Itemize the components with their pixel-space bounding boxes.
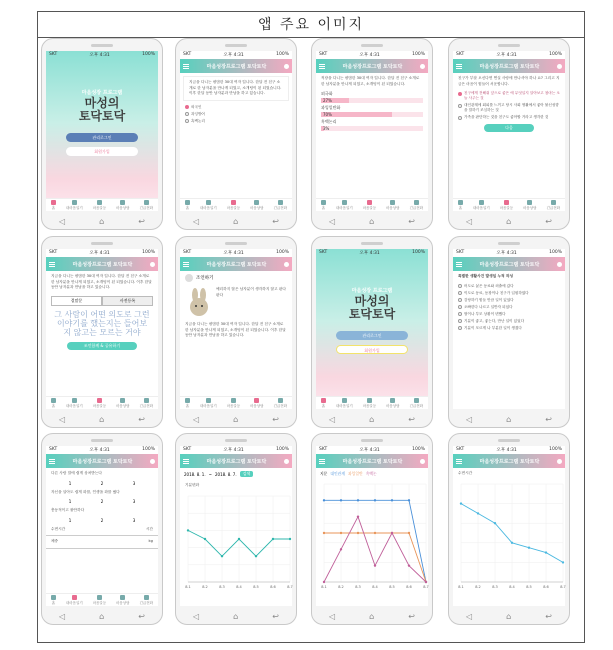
- status-bar: SKT 오후 4:31 100%: [49, 52, 155, 58]
- menu-icon[interactable]: [183, 459, 189, 464]
- menu-icon[interactable]: [183, 262, 189, 267]
- choice-question: 친구가 부잘 오신다면 연실 사랑에 만나셔야 하나 요? 그리고 지금은 마음이 힘들어 서운합니다.: [458, 76, 560, 86]
- phone-tabs: SKT 오후 4:31 100% 마음성장프로그램 토닥토닥 지금을 다니는 평범한 30대 여자 입니다. 한달 전 친구 소개로 한 남자분을 만나게 되었고, 소개팅이 된 되었습니다. 이후 한달 동안 남자분과 만남을 하고 있습니다. 결말문 사전등록 그 사람이 어떤 의도로 그런 이야기를 했는지는 들어보지 않고는 모르는 거야 조언함께 & 공유하기 홈 내마음일기 마음갈등 마음상담 긴급전화 ◁ ⌂ ↩: [41, 236, 163, 428]
- x-tick-label: 8.3: [492, 584, 498, 589]
- menu-icon[interactable]: [319, 459, 325, 464]
- data-point: [340, 548, 342, 550]
- data-point: [460, 502, 462, 504]
- data-point: [357, 532, 359, 534]
- choice-option-3[interactable]: 가족을 판단하는 것을 친구도 좋아할 거라고 생각한 것: [453, 114, 565, 121]
- back-icon: ◁: [59, 217, 66, 226]
- phone-choice: SKT 오후 4:31 100% 마음성장프로그램 토닥토닥 친구가 부잘 오신다면 연실 사랑에 만나셔야 하나 요? 그리고 지금은 마음이 힘들어 서운합니다. 친구에게 전해줘 앞으로 좋은 에 무엇일지 알아보고 참마는 오늘 사주는 것 대인관계에 회피를 느끼고 당시 사회 생활에서 좋아 불신성향을 말하기 조심하는 것 가족을 판단하는 것을 친구도 좋아할 거라고 생각한 것 다음 홈 내마음일기 마음갈등 마음상담 긴급전화 ◁ ⌂ ↩: [448, 38, 570, 230]
- x-tick-label: 8.6: [543, 584, 549, 589]
- data-point: [340, 532, 342, 534]
- x-tick-label: 8.3: [355, 585, 361, 589]
- result-item-1: 외국화 27%: [316, 90, 428, 104]
- search-button[interactable]: 검색: [240, 471, 254, 477]
- x-tick-label: 8.7: [560, 584, 566, 589]
- result-item-3: 흑백논리 3%: [316, 118, 428, 132]
- home-icon: ⌂: [99, 217, 105, 226]
- app-logo: 마성의 토닥토닥: [78, 96, 126, 123]
- rabbit-icon: [185, 287, 213, 317]
- x-tick-label: 8.2: [475, 584, 481, 589]
- data-point: [357, 499, 359, 501]
- check-item[interactable]: 오빠한다 나르고 일반자 되었다: [453, 304, 565, 311]
- tab-counsel[interactable]: 마음상담: [116, 200, 130, 211]
- data-point: [221, 555, 223, 557]
- data-point: [528, 546, 530, 548]
- data-point: [545, 551, 547, 553]
- data-point: [391, 532, 393, 534]
- phone-result: SKT 오후 4:31 100% 마음성장프로그램 토닥토닥 직장을 다니는 평범한 30대 여자 입니다. 한달 전 친구 소개로 한 남자분을 만나게 되었고, 소개팅이 된 되었습니다. 외국화 27% 과잉일반화 70% 흑백논리 3% 홈 내마음일기 마음갈등 마음상담 긴급전화 ◁ ⌂ ↩: [311, 38, 433, 230]
- option-2[interactable]: 과잉방어: [180, 111, 292, 118]
- tab-bar: 홈 내마음일기 마음갈등 마음상담 긴급전화: [316, 198, 428, 211]
- chart-label: 수면시간: [458, 471, 473, 475]
- chat-message: 예리하지 않은 남자분이 생각하지 않고 판다 판다: [180, 285, 292, 319]
- x-tick-label: 8.4: [509, 584, 515, 589]
- avatar: [185, 274, 193, 282]
- phone-home: [41, 38, 163, 230]
- option-1[interactable]: 외국인: [180, 104, 292, 111]
- tab-home[interactable]: 홈: [51, 200, 56, 211]
- x-tick-label: 8.2: [338, 585, 344, 589]
- option-3[interactable]: 흑백논리: [180, 118, 292, 125]
- home-icon[interactable]: [284, 64, 289, 69]
- data-point: [238, 537, 240, 539]
- status-bar: SKT 오후 4:31 100%: [316, 51, 428, 59]
- data-point: [425, 581, 427, 583]
- data-point: [357, 515, 359, 517]
- check-item[interactable]: 기분이 좋고, 좋는다, 만난 일이 있었다: [453, 318, 565, 325]
- x-tick-label: 8.5: [526, 584, 532, 589]
- scale-row[interactable]: 1 2 3: [68, 517, 136, 523]
- data-point: [255, 555, 257, 557]
- handwriting-text: 그 사람이 어떤 의도로 그런 이야기를 했는지는 들어보지 않고는 모르는 거야: [54, 309, 150, 337]
- return-icon: ↩: [138, 217, 145, 226]
- data-point: [374, 564, 376, 566]
- signup-button[interactable]: 회원가입: [336, 345, 408, 354]
- figure-title: 앱 주요 이미지: [38, 12, 584, 38]
- story-text: 지금을 다니는 평범한 30대 여자 입니다. 한달 전 친구 소개로 한 남자분을 만나게 되었고, 소개팅이 된 되었습니다. 이후 한달 동안 남자분과 만남을 하고 있습니다.: [183, 76, 289, 101]
- data-point: [204, 537, 206, 539]
- result-intro: 직장을 다니는 평범한 30대 여자 입니다. 한달 전 친구 소개로 한 남자분을 만나게 되었고, 소개팅이 된 되었습니다.: [321, 76, 420, 86]
- data-point: [408, 564, 410, 566]
- data-point: [323, 581, 325, 583]
- phone-chat: SKT 오후 4:31 100% 마음성장프로그램 토닥토닥 조언하기 예리하지 않은 남자분이 생각하지 않고 판다 판다 지금을 다니는 평범한 30대 여자 입니다. 한달 전 친구 소개로 한 남자분을 만나게 되었고, 소개팅이 된 되었습니다. 이후 한달 동안 남자분과 만남을 하고 있습니다. 홈 내마음일기 마음갈등 마음상담 긴급전화 ◁ ⌂ ↩: [175, 236, 297, 428]
- x-tick-label: 8.1: [321, 585, 327, 589]
- multi-chart: [316, 480, 428, 592]
- legend-item: 흑백논: [365, 471, 377, 476]
- data-point: [511, 541, 513, 543]
- data-point: [323, 499, 325, 501]
- x-tick-label: 8.2: [202, 584, 208, 589]
- legend-item: 대인관계: [330, 471, 346, 476]
- data-point: [289, 537, 291, 539]
- phone-chart-mood: SKT 오후 4:31 100% 마음성장프로그램 토닥토닥 2018. 8. 1. ~ 2018. 8. 7. 검색 기분변화 8.1 8.2 8.3 8.4 8.5 8.6 8.7 ◁ ⌂ ↩: [175, 433, 297, 625]
- x-tick-label: 8.6: [270, 584, 276, 589]
- phone-chart-sleep: SKT 오후 4:31 100% 마음성장프로그램 토닥토닥 수면시간 8.1 8.2 8.3 8.4 8.5 8.6 8.7 ◁ ⌂ ↩: [448, 433, 570, 625]
- tab-preregister[interactable]: 사전등록: [102, 296, 153, 306]
- phone-checklist: SKT 오후 4:31 100% 마음성장프로그램 토닥토닥 특별한 생활사건 발생일 누적 작성 어도로 싫은 동료와 외출에 갔다 이도로 동료, 동창이나 친구가 입원하였다 감당하기 힘들 만큼 일이 있었다 오빠한다 나르고 일반자 되었다 딸이나 부모 상황이 변했다 기분이 좋고, 좋는다, 만난 일이 있었다 기분이 모르게 나 부분한 일이 생겼다 ◁ ⌂ ↩: [448, 236, 570, 428]
- chat-header: 조언하기: [180, 271, 292, 285]
- app-bar: 마음성장프로그램 토닥토닥: [180, 59, 292, 73]
- tab-conflict[interactable]: 마음갈등: [93, 200, 107, 211]
- phone-mood-form: SKT 오후 4:31 100% 마음성장프로그램 토닥토닥 다른 사람 말에 쉽게 상처받는다 1 2 3 자신을 알아도 쉽게 화를, 인생을 화를 냈다 1 2 3 충동적이고 불안하다 1 2 3 수면시간 시간 체중 kg 홈 내마음일기 마음갈등 마음상담 긴급전화 ◁ ⌂ ↩: [41, 433, 163, 625]
- x-tick-label: 8.5: [253, 584, 259, 589]
- menu-icon[interactable]: [183, 64, 189, 69]
- scale-row[interactable]: 1 2 3: [68, 499, 136, 504]
- x-tick-label: 8.4: [372, 585, 378, 589]
- check-item[interactable]: 딸이나 부모 상황이 변했다: [453, 311, 565, 318]
- menu-icon[interactable]: [456, 459, 462, 464]
- tab-ending[interactable]: 결말문: [51, 296, 102, 306]
- date-to[interactable]: 2018. 8. 7.: [215, 471, 237, 477]
- tab-diary[interactable]: 내마음일기: [66, 200, 83, 211]
- data-point: [391, 499, 393, 501]
- x-tick-label: 8.4: [236, 584, 242, 589]
- phone-home-2: SKT 오후 4:31 100% 마음성장 프로그램 마성의 토닥토닥 관리로그인 회원가입 홈 내마음일기 마음갈등 마음상담 긴급전화 ◁ ⌂ ↩: [311, 236, 433, 428]
- menu-icon[interactable]: [49, 459, 55, 464]
- tab-bar: [46, 198, 158, 211]
- login-button[interactable]: 관리로그인: [336, 331, 408, 340]
- tab-bar: 홈 내마음일기 마음갈등 마음상담 긴급전화: [180, 198, 292, 211]
- check-item[interactable]: 어도로 싫은 동료와 외출에 갔다: [453, 283, 565, 290]
- x-tick-label: 8.6: [406, 585, 412, 589]
- segment-tabs: [51, 296, 153, 306]
- data-point: [477, 512, 479, 514]
- check-item[interactable]: 기분이 모르게 나 부분한 일이 생겼다: [453, 325, 565, 332]
- data-point: [323, 532, 325, 534]
- result-item-2: 과잉일반화 70%: [316, 104, 428, 118]
- phone-story: SKT 오후 4:31 100% 마음성장프로그램 토닥토닥 지금을 다니는 평범한 30대 여자 입니다. 한달 전 친구 소개로 한 남자분을 만나게 되었고, 소개팅이 된 되었습니다. 이후 한달 동안 남자분과 만남을 하고 있습니다. 외국인 과잉방어 흑백논리 홈 내마음일기 마음갈등 마음상담 긴급전화 ◁ ⌂ ↩: [175, 38, 297, 230]
- data-point: [187, 529, 189, 531]
- data-point: [408, 532, 410, 534]
- x-tick-label: 8.5: [389, 585, 395, 589]
- data-point: [374, 499, 376, 501]
- share-button[interactable]: 조언함께 & 공유하기: [67, 342, 137, 350]
- data-point: [562, 561, 564, 563]
- date-from[interactable]: 2018. 8. 1.: [184, 471, 206, 477]
- phone-speaker: [91, 44, 113, 47]
- x-tick-label: 8.3: [219, 584, 225, 589]
- hours-field[interactable]: 수면시간 시간: [46, 524, 158, 537]
- home-hero: [46, 51, 158, 211]
- check-item[interactable]: 이도로 동료, 동창이나 친구가 입원하였다: [453, 290, 565, 297]
- data-point: [340, 499, 342, 501]
- mood-chart: [180, 492, 292, 592]
- app-bar: 마음성장프로그램 토닥토닥: [316, 59, 428, 73]
- next-button[interactable]: 다음: [484, 124, 534, 132]
- data-point: [374, 532, 376, 534]
- phone-nav: [42, 217, 162, 226]
- x-tick-label: 8.1: [458, 584, 464, 589]
- x-tick-label: 8.1: [185, 584, 191, 589]
- menu-icon[interactable]: [456, 64, 462, 69]
- login-button[interactable]: 관리로그인: [66, 133, 138, 142]
- legend-item: 과잉일반: [348, 471, 363, 476]
- status-bar: SKT 오후 4:31 100%: [180, 51, 292, 59]
- data-point: [272, 537, 274, 539]
- x-tick-label: 8.7: [287, 584, 293, 589]
- date-range: 2018. 8. 1. ~ 2018. 8. 7. 검색: [180, 468, 292, 480]
- check-item[interactable]: 감당하기 힘들 만큼 일이 있었다: [453, 297, 565, 304]
- choice-option-1[interactable]: 친구에게 전해줘 앞으로 좋은 에 무엇일지 알아보고 참마는 오늘 사주는 것: [453, 90, 565, 102]
- signup-button[interactable]: 회원가입: [66, 147, 138, 156]
- phone-chart-multi: SKT 오후 4:31 100% 마음성장프로그램 토닥토닥 지문 대인관계 과잉일반 흑백논 8.1 8.2 8.3 8.4 8.5 8.6 8.7 ◁ ⌂ ↩: [311, 433, 433, 625]
- data-point: [494, 522, 496, 524]
- home-subtitle: 마음성장 프로그램: [81, 90, 123, 96]
- weight-field[interactable]: 체중 kg: [46, 536, 158, 549]
- checklist-heading: 특별한 생활사건 발생일 누적 작성: [458, 274, 514, 278]
- choice-option-2[interactable]: 대인관계에 회피를 느끼고 당시 사회 생활에서 좋아 불신성향을 말하기 조심하는 것: [453, 102, 565, 114]
- chart-legend: 지문 대인관계 과잉일반 흑백논: [320, 471, 377, 476]
- menu-icon[interactable]: [456, 262, 462, 267]
- menu-icon[interactable]: [319, 64, 325, 69]
- data-point: [408, 499, 410, 501]
- x-tick-label: 8.7: [423, 585, 429, 589]
- sleep-chart: [453, 480, 565, 592]
- scale-row[interactable]: 1 2 3: [68, 480, 136, 486]
- chart-label: 기분변화: [185, 483, 200, 487]
- menu-icon[interactable]: [49, 262, 55, 267]
- tab-emergency[interactable]: 긴급전화: [139, 200, 153, 211]
